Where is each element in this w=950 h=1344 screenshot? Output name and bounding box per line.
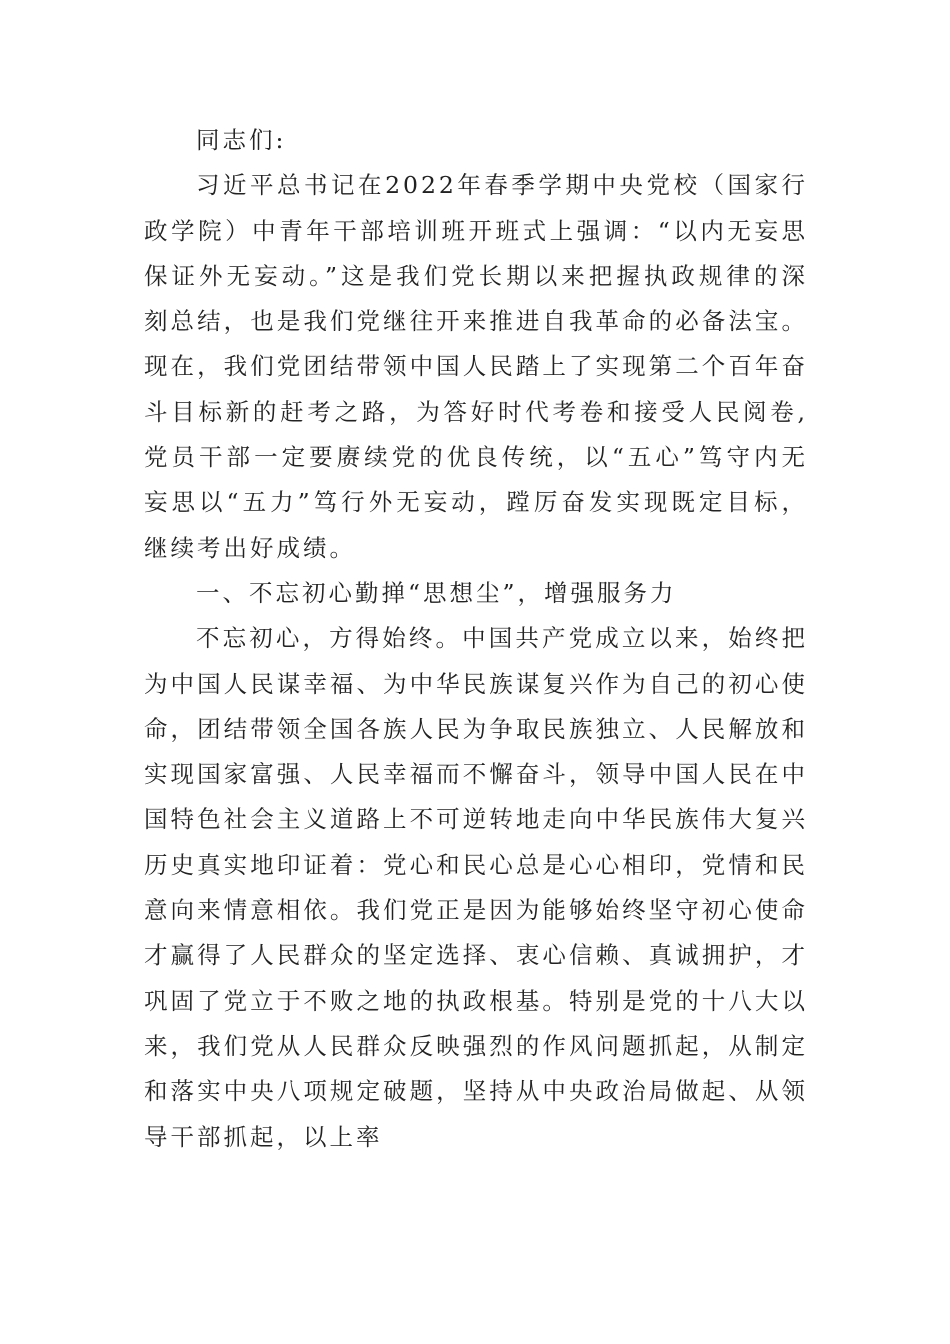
document-body (144, 118, 808, 1160)
section-heading: 一、不忘初心勤掸“思想尘”，增强服务力 (196, 578, 677, 607)
salutation: 同志们: (196, 126, 287, 154)
intro-paragraph: 习近平总书记在2022年春季学期中央党校（国家行政学院）中青年干部培训班开班式上强调：“以内无妄思保证外无妄动。”这是我们党长期以来把握执政规律的深刻总结，也是我们党继往开来推进自我革命的必备法宝。现在，我们党团结带领中国人民踏上了实现第二个百年奋斗目标新的赶考之路，为答好时代考卷和接受人民阅卷,党员干部一定要赓续党的优良传统，以“五心”笃守内无妄思以“五力”笃行外无妄动，蹚厉奋发实现既定目标，继续考出好成绩。 (144, 171, 808, 562)
section-paragraph: 不忘初心，方得始终。中国共产党成立以来，始终把为中国人民谋幸福、为中华民族谋复兴作为自己的初心使命，团结带领全国各族人民为争取民族独立、人民解放和实现国家富强、人民幸福而不懈奋斗，领导中国人民在中国特色社会主义道路上不可逆转地走向中华民族伟大复兴历史真实地印证着：党心和民心总是心心相印，党情和民意向来情意相依。我们党正是因为能够始终坚守初心使命才赢得了人民群众的坚定选择、衷心信赖、真诚拥护，才巩固了党立于不败之地的执政根基。特别是党的十八大以来，我们党从人民群众反映强烈的作风问题抓起，从制定和落实中央八项规定破题，坚持从中央政治局做起、从领导干部抓起，以上率 (144, 624, 808, 1151)
